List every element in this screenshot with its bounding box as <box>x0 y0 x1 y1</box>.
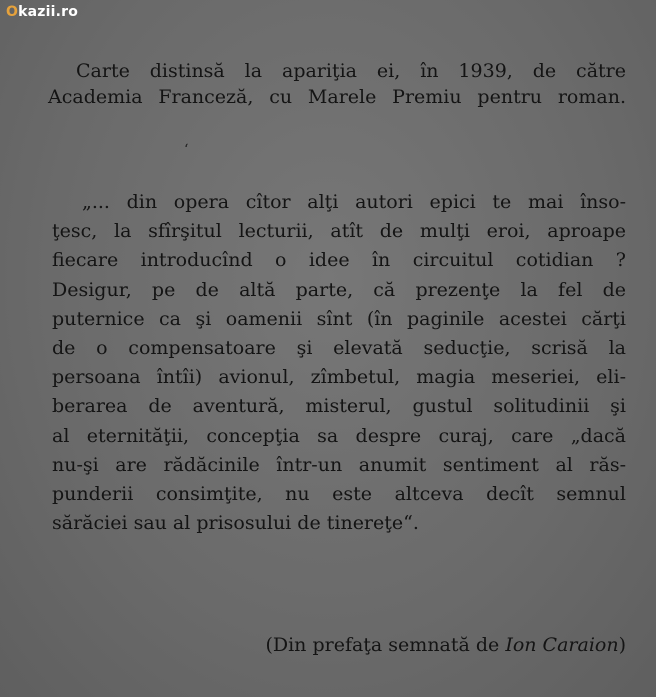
watermark-logo-letter: O <box>6 4 19 20</box>
stray-mark: ʻ <box>184 142 189 158</box>
quote-line-7: persoana întîi) avionul, zîmbetul, magia meseriei, eli- <box>52 366 626 389</box>
award-note <box>48 58 626 110</box>
quote-line-1: „... din opera cîtor alţi autori epici te mai înso- <box>82 191 626 213</box>
quote-line-12: sărăciei sau al prisosului de tinereţe“. <box>52 512 419 535</box>
quote-line-2: ţesc, la sfîrşitul lecturii, atît de mulţi eroi, aproape <box>52 220 626 243</box>
quote-line-9: al eternităţii, concepţia sa despre curaj, care „dacă <box>52 424 626 447</box>
quote-line-10: nu-şi are rădăcinile într-un anumit sentiment al răs- <box>52 453 626 476</box>
book-page <box>48 58 626 656</box>
quote-line-5: puternice ca şi oamenii sînt (în paginile acestei cărţi <box>52 307 626 330</box>
citation-author: Ion Caraion <box>505 634 619 656</box>
award-line-2: Academia Franceză, cu Marele Premiu pentru roman. <box>48 86 626 108</box>
award-line-1: Carte distinsă la apariţia ei, în 1939, de către <box>76 60 626 82</box>
quote-line-8: berarea de aventură, misterul, gustul solitudinii şi <box>52 395 626 418</box>
quote-line-6: de o compensatoare şi elevată seducţie, scrisă la <box>52 337 626 360</box>
citation-prefix: (Din prefaţa semnată de <box>265 634 506 656</box>
preface-quote <box>52 188 626 538</box>
site-watermark <box>6 4 78 20</box>
quote-line-4: Desigur, pe de altă parte, că prezenţe la fel de <box>52 278 626 301</box>
preface-citation <box>265 634 626 656</box>
quote-line-11: punderii consimţite, nu este altceva decît semnul <box>52 483 626 506</box>
watermark-text: kazii.ro <box>18 4 79 20</box>
citation-suffix: ) <box>618 634 626 656</box>
quote-line-3: fiecare introducînd o idee în circuitul cotidian ? <box>52 249 626 272</box>
